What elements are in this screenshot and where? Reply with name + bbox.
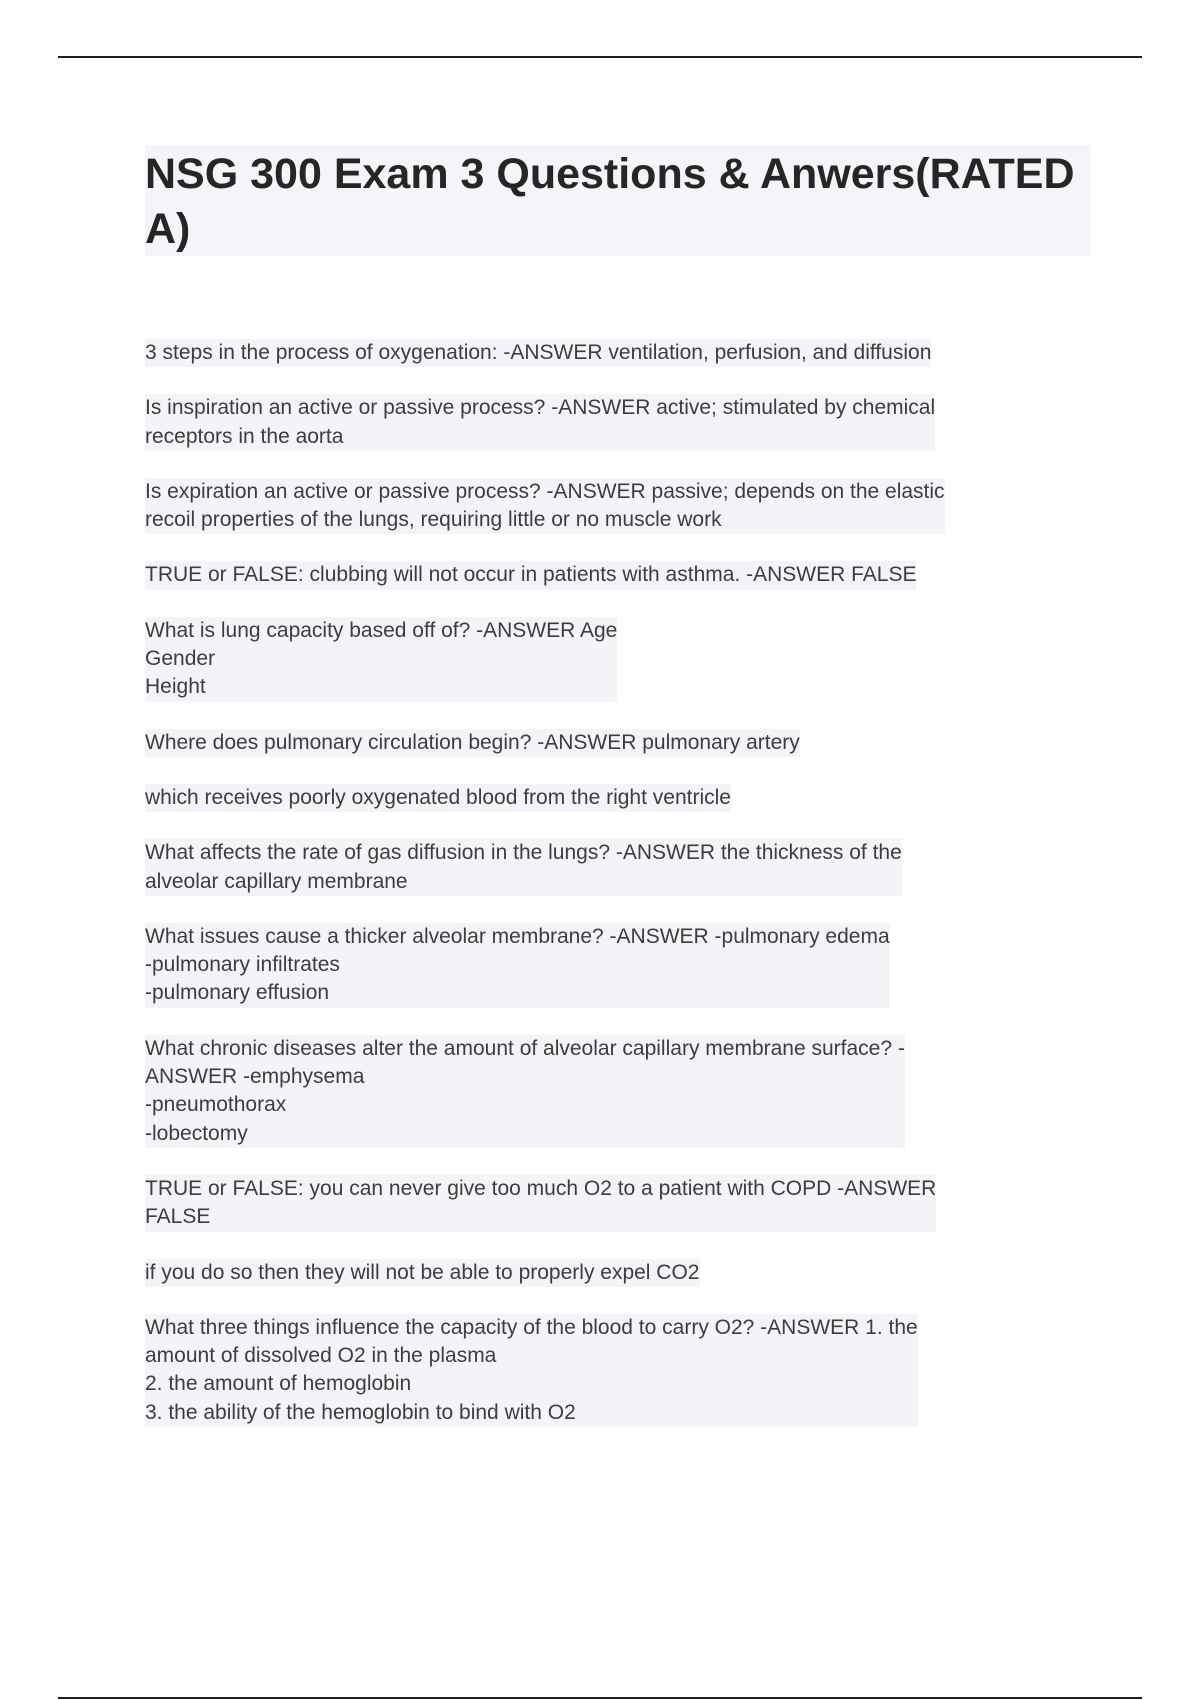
qa-entry: if you do so then they will not be able to properly expel CO2 <box>145 1259 700 1287</box>
qa-entry: What issues cause a thicker alveolar membrane? -ANSWER -pulmonary edema -pulmonary infiltrates -pulmonary effusion <box>145 923 890 1008</box>
top-divider <box>58 56 1142 58</box>
qa-entry: What three things influence the capacity of the blood to carry O2? -ANSWER 1. the amount of dissolved O2 in the plasma 2. the amount of hemoglobin 3. the ability of the hemoglobin to bind with O2 <box>145 1314 918 1427</box>
qa-list <box>145 339 1091 1427</box>
qa-entry: Is inspiration an active or passive process? -ANSWER active; stimulated by chemical receptors in the aorta <box>145 394 935 451</box>
qa-entry: TRUE or FALSE: you can never give too much O2 to a patient with COPD -ANSWER FALSE <box>145 1175 936 1232</box>
qa-entry: Is expiration an active or passive process? -ANSWER passive; depends on the elastic recoil properties of the lungs, requiring little or no muscle work <box>145 478 945 535</box>
bottom-divider <box>58 1697 1142 1699</box>
qa-entry: which receives poorly oxygenated blood from the right ventricle <box>145 784 731 812</box>
qa-entry: What chronic diseases alter the amount of alveolar capillary membrane surface? - ANSWER -emphysema -pneumothorax -lobectomy <box>145 1035 905 1148</box>
qa-entry: Where does pulmonary circulation begin? -ANSWER pulmonary artery <box>145 729 800 757</box>
title-block <box>145 145 1091 256</box>
document-title: NSG 300 Exam 3 Questions & Anwers(RATED A) <box>145 150 1075 253</box>
document-page <box>145 145 1091 1454</box>
qa-entry: What is lung capacity based off of? -ANSWER Age Gender Height <box>145 617 617 702</box>
qa-entry: TRUE or FALSE: clubbing will not occur in patients with asthma. -ANSWER FALSE <box>145 561 916 589</box>
qa-entry: 3 steps in the process of oxygenation: -ANSWER ventilation, perfusion, and diffusion <box>145 339 931 367</box>
qa-entry: What affects the rate of gas diffusion in the lungs? -ANSWER the thickness of the alveolar capillary membrane <box>145 839 902 896</box>
